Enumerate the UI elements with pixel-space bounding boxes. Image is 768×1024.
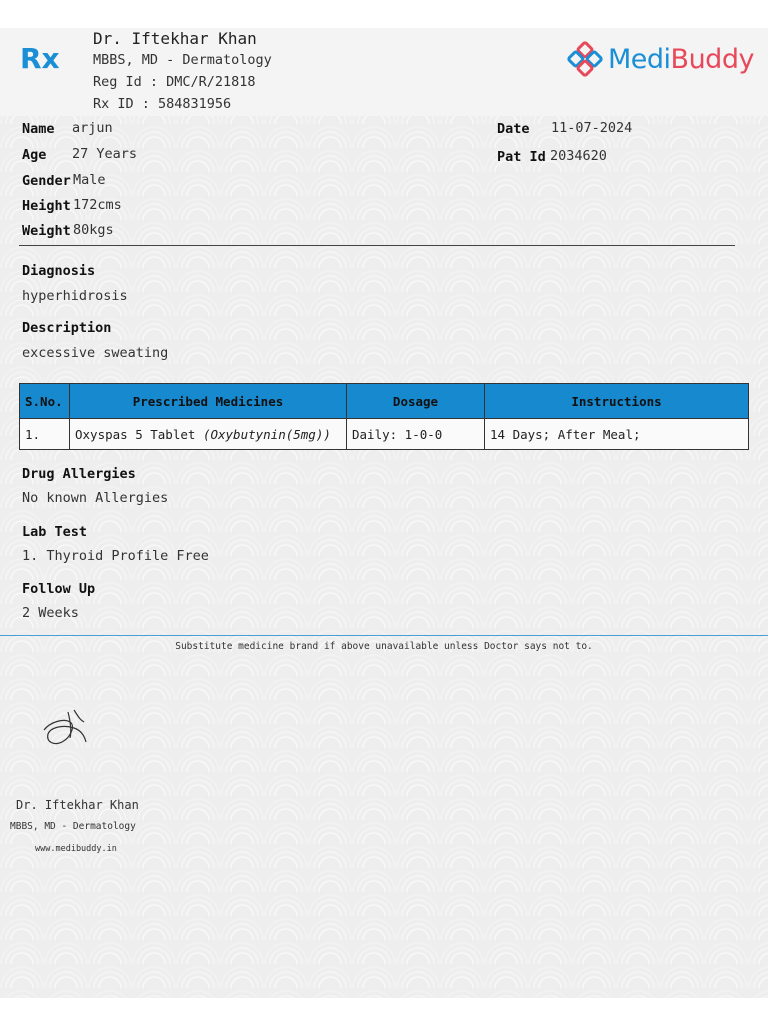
medibuddy-logo-icon — [566, 40, 604, 78]
col-instructions: Instructions — [485, 384, 749, 419]
patient-gender: Male — [73, 172, 106, 188]
footer-divider — [0, 635, 768, 636]
doctor-qualification: MBBS, MD - Dermatology — [93, 52, 272, 68]
medicine-name: Oxyspas 5 Tablet — [75, 426, 196, 442]
description-value: excessive sweating — [22, 345, 169, 361]
height-label: Height — [22, 198, 71, 214]
signature-doctor-name: Dr. Iftekhar Khan — [16, 798, 139, 812]
medibuddy-logo — [566, 40, 754, 78]
logo-text-buddy: Buddy — [670, 43, 754, 75]
patient-weight: 80kgs — [73, 222, 114, 238]
table-row — [20, 419, 749, 450]
medicine-dosage: Daily: 1-0-0 — [347, 419, 485, 450]
medicines-table-header — [20, 384, 749, 419]
name-label: Name — [22, 121, 55, 137]
diagnosis-value: hyperhidrosis — [22, 288, 128, 304]
doctor-signature — [40, 704, 96, 750]
follow-up-label: Follow Up — [22, 581, 96, 597]
col-medicine: Prescribed Medicines — [70, 384, 347, 419]
registration-id: Reg Id : DMC/R/21818 — [93, 74, 256, 90]
patient-id-label: Pat Id — [497, 149, 546, 165]
follow-up-value: 2 Weeks — [22, 605, 79, 621]
description-label: Description — [22, 320, 112, 336]
col-dosage: Dosage — [347, 384, 485, 419]
medicine-cell — [70, 419, 347, 450]
patient-age: 27 Years — [72, 146, 138, 162]
medicine-instructions: 14 Days; After Meal; — [485, 419, 749, 450]
diagnosis-label: Diagnosis — [22, 263, 96, 279]
section-divider — [19, 245, 735, 246]
gender-label: Gender — [22, 173, 71, 189]
col-sno: S.No. — [20, 384, 70, 419]
medicine-sno: 1. — [20, 419, 70, 450]
lab-test-value: 1. Thyroid Profile Free — [22, 548, 209, 564]
rx-symbol: Rx — [20, 42, 60, 75]
age-label: Age — [22, 147, 47, 163]
allergies-value: No known Allergies — [22, 490, 169, 506]
rx-id: Rx ID : 584831956 — [93, 96, 232, 112]
patient-name: arjun — [72, 120, 113, 136]
logo-text-medi: Medi — [608, 43, 671, 75]
allergies-label: Drug Allergies — [22, 466, 136, 482]
date-label: Date — [497, 121, 530, 137]
weight-label: Weight — [22, 223, 71, 239]
lab-test-label: Lab Test — [22, 524, 88, 540]
website-link[interactable]: www.medibuddy.in — [35, 844, 117, 854]
medicines-table — [19, 383, 749, 450]
patient-id: 2034620 — [550, 148, 607, 164]
prescription-date: 11-07-2024 — [551, 120, 633, 136]
signature-qualification: MBBS, MD - Dermatology — [10, 821, 136, 832]
patient-height: 172cms — [73, 197, 122, 213]
doctor-name: Dr. Iftekhar Khan — [93, 29, 257, 48]
substitution-note: Substitute medicine brand if above unavailable unless Doctor says not to. — [175, 641, 593, 652]
medicine-generic: (Oxybutynin(5mg)) — [202, 426, 331, 442]
